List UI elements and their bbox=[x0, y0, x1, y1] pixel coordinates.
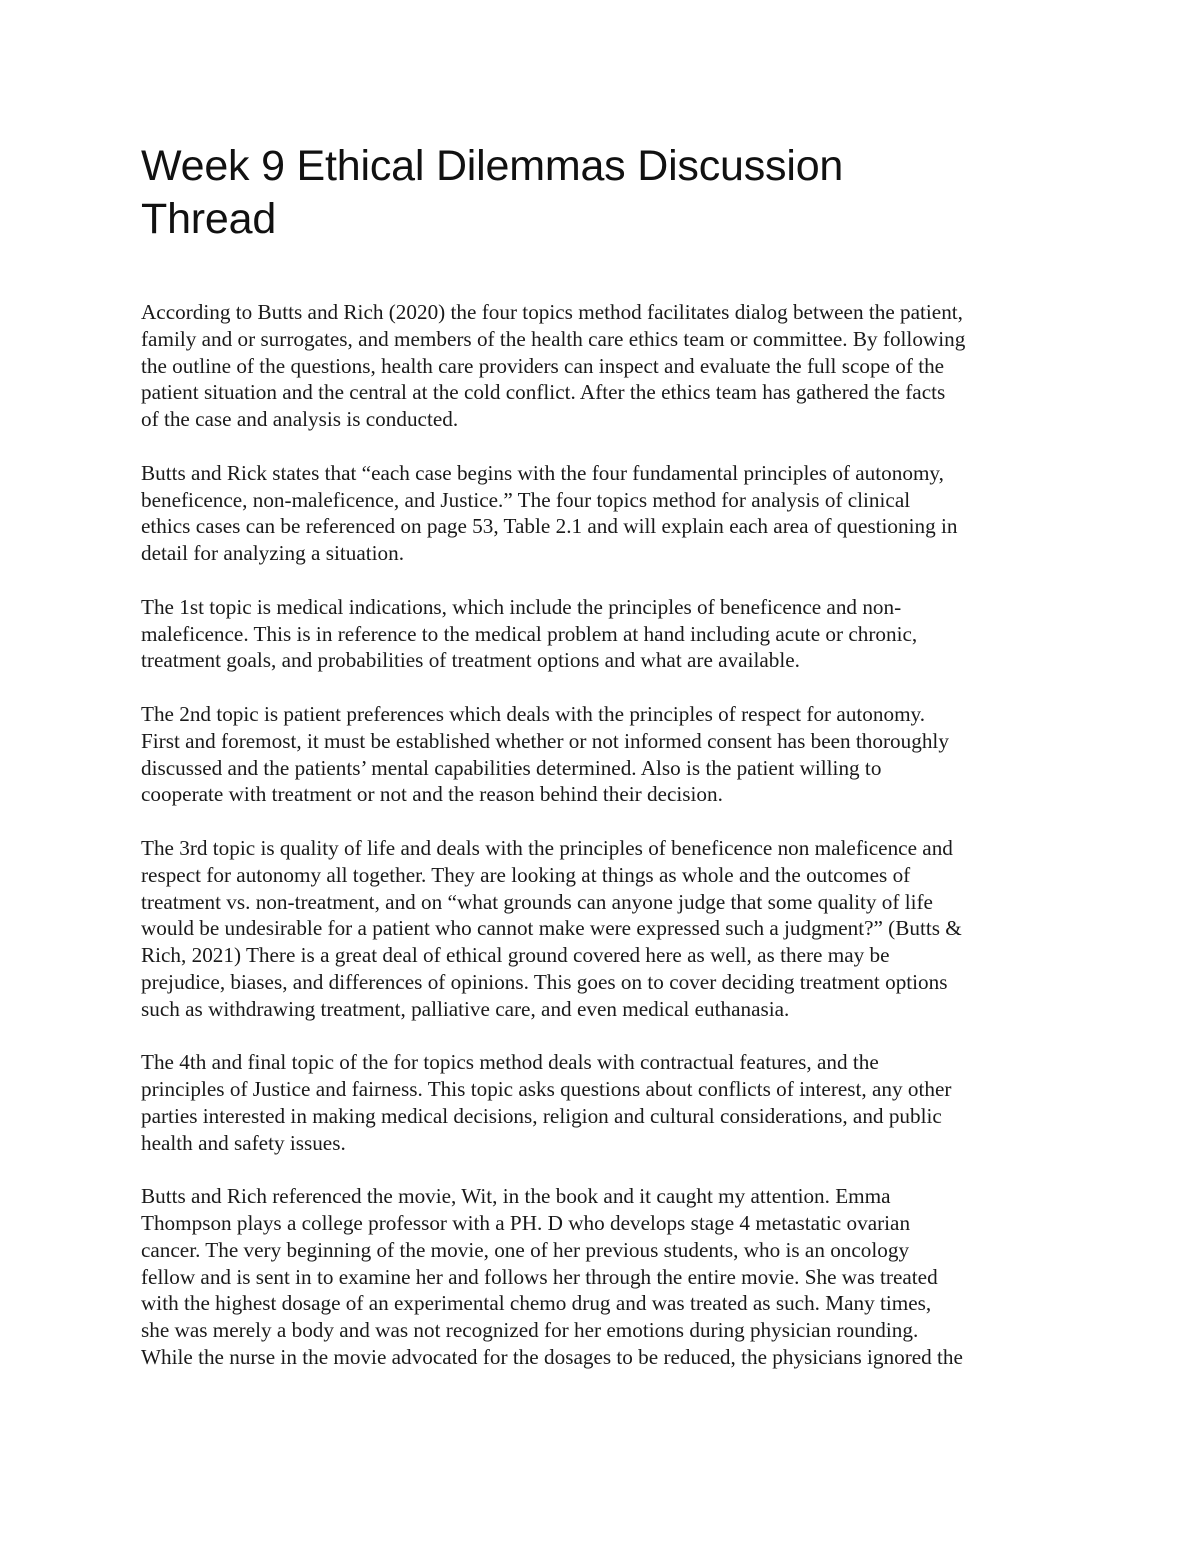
text-line: Rich, 2021) There is a great deal of ethical ground covered here as well, as there may be bbox=[141, 943, 890, 968]
text-line: cancer. The very beginning of the movie, one of her previous students, who is an oncology bbox=[141, 1237, 910, 1262]
paragraph-topic-3 bbox=[141, 835, 1061, 1023]
text-line: Butts and Rick states that “each case begins with the four fundamental principles of autonomy, bbox=[141, 460, 944, 485]
text-line: fellow and is sent in to examine her and follows her through the entire movie. She was treated bbox=[141, 1264, 938, 1289]
text-line: treatment vs. non-treatment, and on “what grounds can anyone judge that some quality of life bbox=[141, 889, 933, 914]
paragraph-topic-1 bbox=[141, 594, 1061, 674]
text-line: principles of Justice and fairness. This topic asks questions about conflicts of interest, any other bbox=[141, 1077, 952, 1102]
text-line: health and safety issues. bbox=[141, 1130, 346, 1155]
paragraph-topic-4 bbox=[141, 1049, 1061, 1156]
title-line: Thread bbox=[141, 195, 277, 243]
text-line: such as withdrawing treatment, palliative care, and even medical euthanasia. bbox=[141, 996, 790, 1021]
text-line: According to Butts and Rich (2020) the four topics method facilitates dialog between the patient, bbox=[141, 300, 963, 324]
text-line: patient situation and the central at the cold conflict. After the ethics team has gathered the facts bbox=[141, 380, 946, 405]
text-line: of the case and analysis is conducted. bbox=[141, 407, 459, 432]
text-line: family and or surrogates, and members of the health care ethics team or committee. By following bbox=[141, 326, 966, 351]
paragraph-fundamental-principles bbox=[141, 460, 1061, 567]
text-line: maleficence. This is in reference to the medical problem at hand including acute or chronic, bbox=[141, 621, 918, 646]
title-line: Week 9 Ethical Dilemmas Discussion bbox=[141, 142, 844, 190]
text-line: The 4th and final topic of the for topics method deals with contractual features, and the bbox=[141, 1050, 879, 1075]
text-line: cooperate with treatment or not and the reason behind their decision. bbox=[141, 782, 723, 807]
text-line: with the highest dosage of an experimental chemo drug and was treated as such. Many times, bbox=[141, 1291, 932, 1316]
text-line: she was merely a body and was not recognized for her emotions during physician rounding. bbox=[141, 1318, 919, 1343]
text-line: ethics cases can be referenced on page 53, Table 2.1 and will explain each area of questioning in bbox=[141, 514, 958, 539]
paragraph-four-topics-intro bbox=[141, 299, 1061, 433]
text-line: Butts and Rich referenced the movie, Wit, in the book and it caught my attention. Emma bbox=[141, 1184, 891, 1209]
text-line: the outline of the questions, health care providers can inspect and evaluate the full scope of the bbox=[141, 353, 945, 378]
text-line: detail for analyzing a situation. bbox=[141, 541, 404, 566]
text-line: respect for autonomy all together. They are looking at things as whole and the outcomes of bbox=[141, 862, 911, 887]
document-body bbox=[141, 299, 1061, 1371]
document-title bbox=[141, 140, 1061, 246]
text-line: First and foremost, it must be established whether or not informed consent has been thoroughly bbox=[141, 728, 949, 753]
text-line: would be undesirable for a patient who cannot make were expressed such a judgment?” (Butts & bbox=[141, 916, 962, 941]
text-line: The 2nd topic is patient preferences which deals with the principles of respect for autonomy. bbox=[141, 701, 926, 726]
paragraph-wit-movie bbox=[141, 1183, 1061, 1371]
text-line: While the nurse in the movie advocated for the dosages to be reduced, the physicians ignored the bbox=[141, 1345, 963, 1370]
document-content bbox=[141, 140, 1061, 1398]
text-line: discussed and the patients’ mental capabilities determined. Also is the patient willing to bbox=[141, 755, 882, 780]
text-line: The 1st topic is medical indications, which include the principles of beneficence and non- bbox=[141, 594, 902, 619]
text-line: The 3rd topic is quality of life and deals with the principles of beneficence non maleficence and bbox=[141, 835, 953, 860]
text-line: parties interested in making medical decisions, religion and cultural considerations, and public bbox=[141, 1103, 942, 1128]
text-line: Thompson plays a college professor with a PH. D who develops stage 4 metastatic ovarian bbox=[141, 1211, 911, 1236]
paragraph-topic-2 bbox=[141, 701, 1061, 808]
text-line: treatment goals, and probabilities of treatment options and what are available. bbox=[141, 648, 800, 673]
text-line: beneficence, non-maleficence, and Justice.” The four topics method for analysis of clinical bbox=[141, 487, 911, 512]
text-line: prejudice, biases, and differences of opinions. This goes on to cover deciding treatment options bbox=[141, 969, 948, 994]
